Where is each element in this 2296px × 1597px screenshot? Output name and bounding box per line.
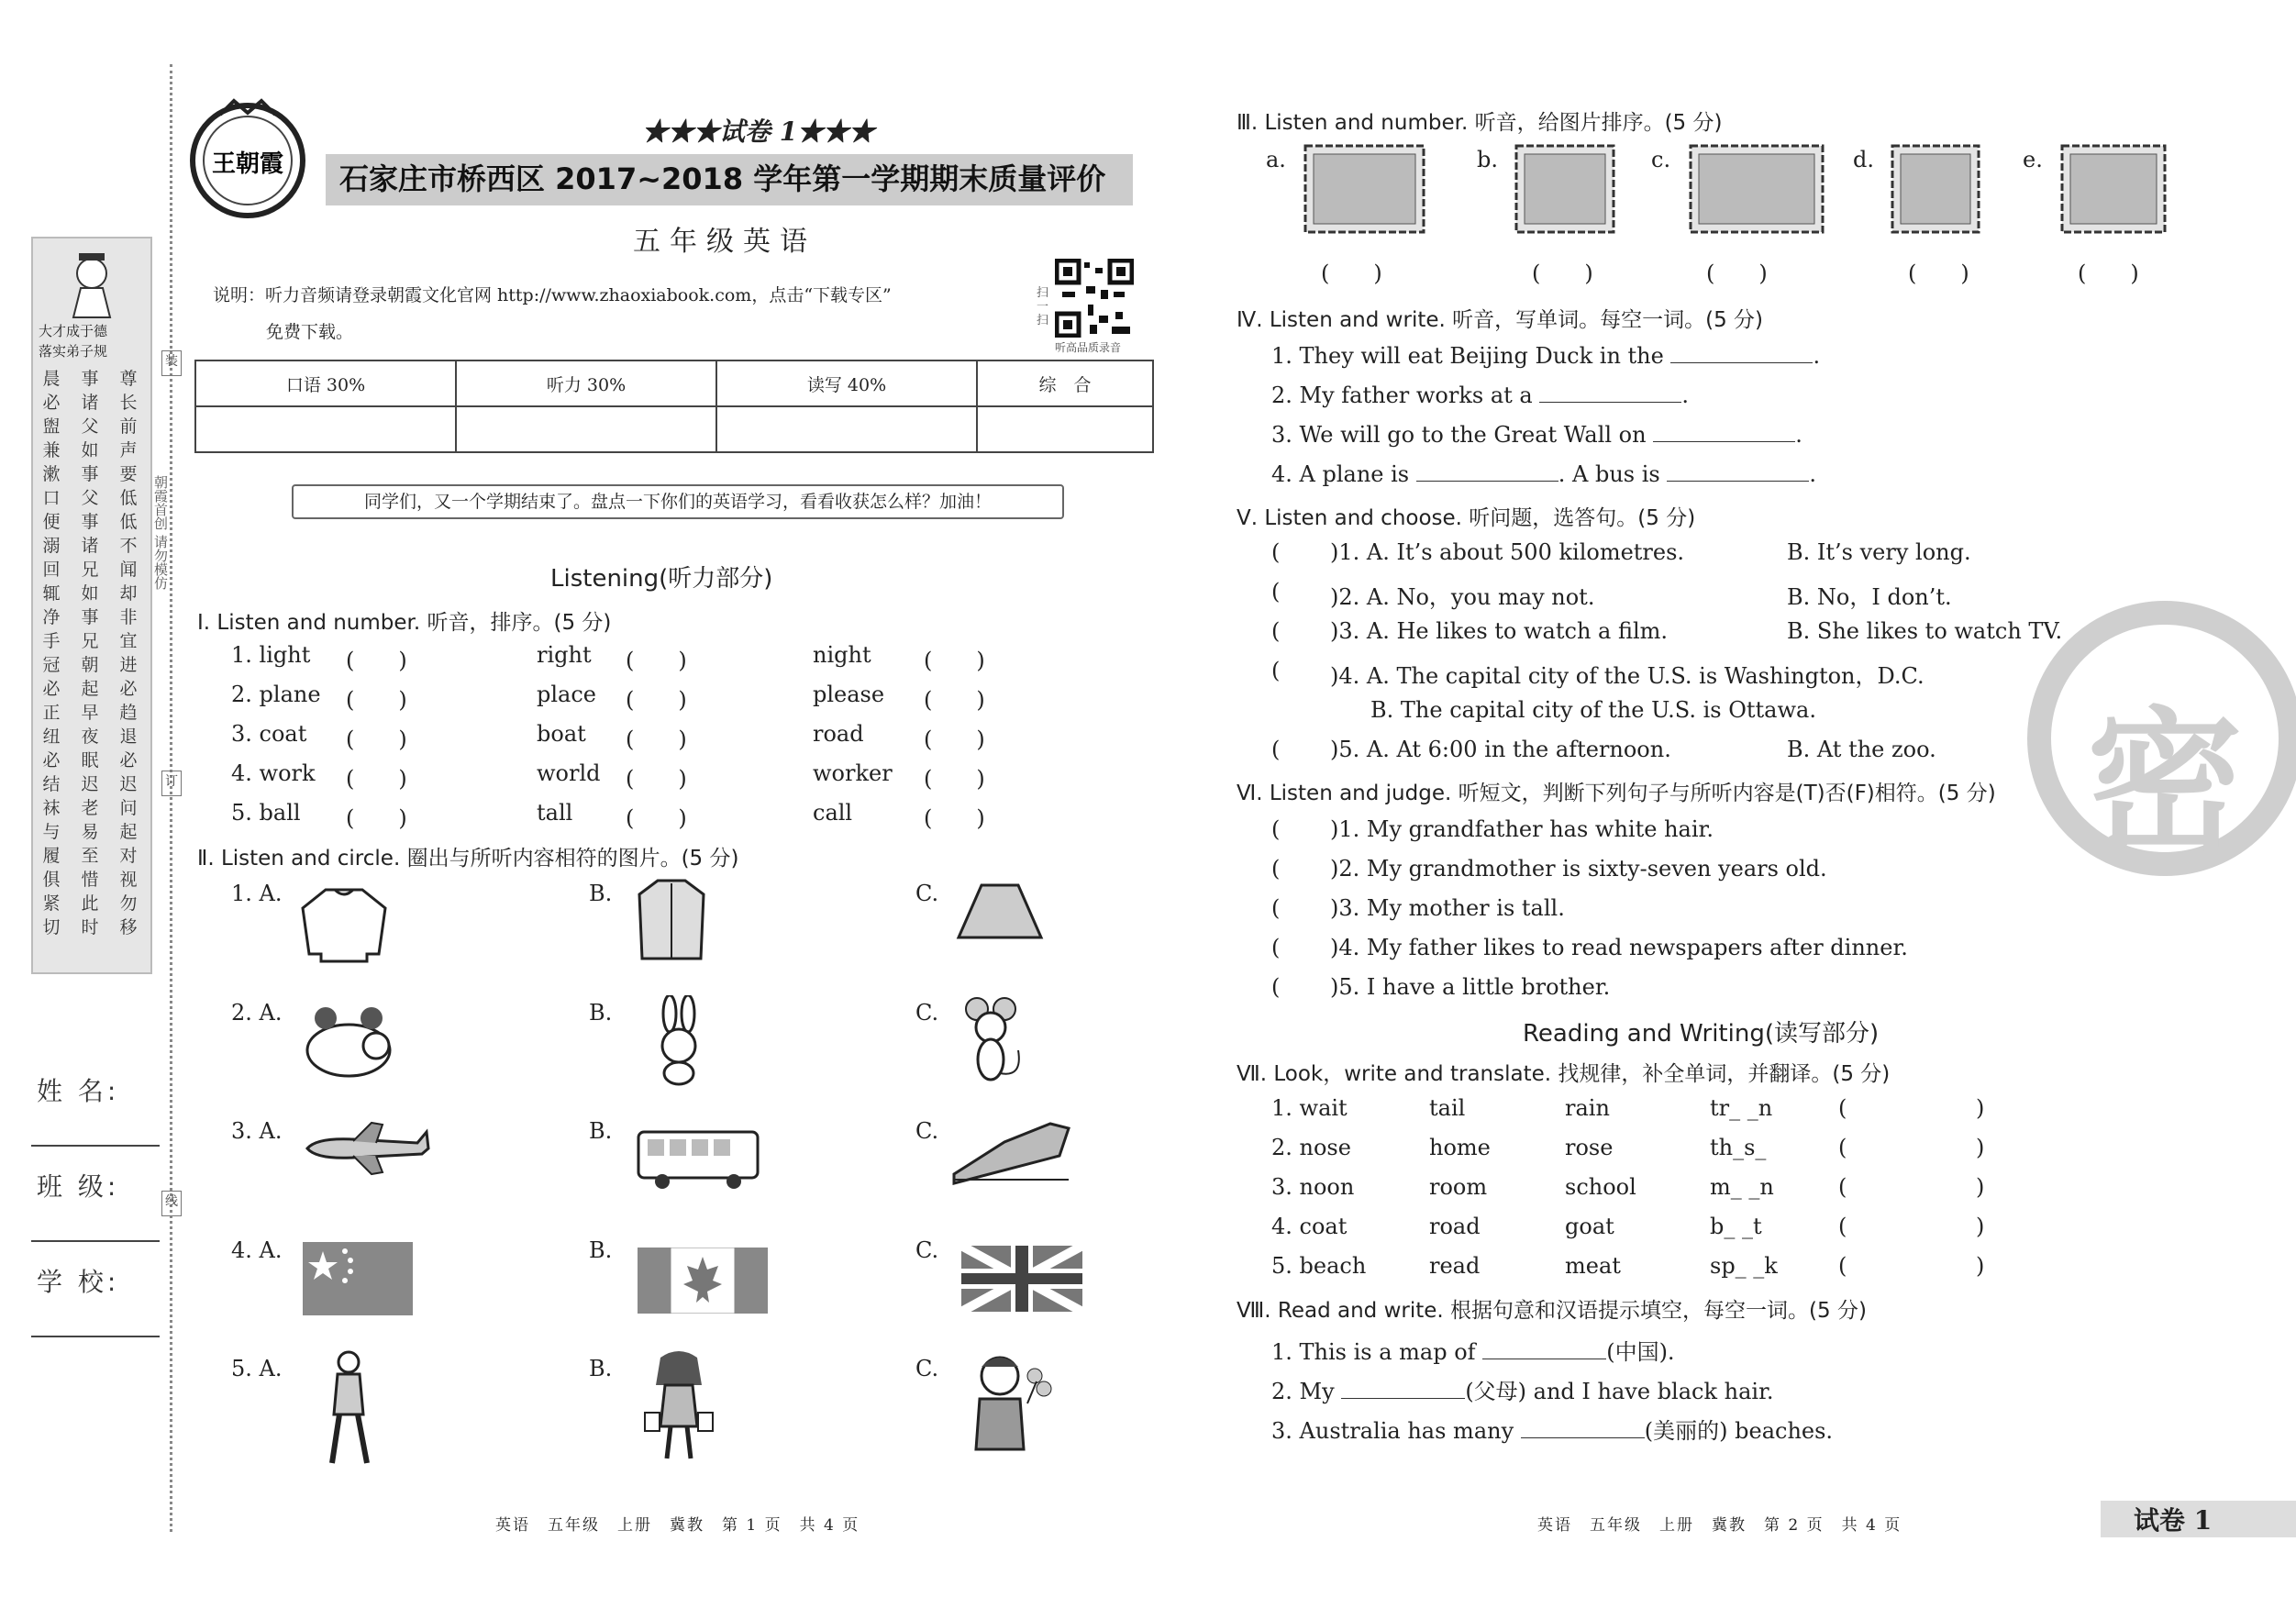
q3-picture-d[interactable]	[1890, 143, 1981, 235]
listening-section-title: Listening(听力部分)	[550, 565, 773, 593]
q8-s3b: (美丽的) beaches.	[1644, 1418, 1834, 1444]
canada-flag-icon[interactable]	[638, 1248, 768, 1314]
q3-picture-b[interactable]	[1514, 143, 1616, 235]
q3-label: e.	[2023, 147, 2043, 172]
q1-word: 1. light	[231, 642, 311, 668]
q6-open-paren[interactable]: (	[1271, 856, 1281, 882]
q6-statement: )1. My grandfather has white hair.	[1330, 816, 1714, 842]
q6-statement: )5. I have a little brother.	[1330, 974, 1611, 1000]
q5-option-a: )1. A. It’s about 500 kilometres.	[1330, 539, 1685, 565]
q2-row4-b: B.	[589, 1237, 613, 1263]
q1-answer-paren[interactable]: ( )	[346, 687, 407, 713]
q2-row1-c: C.	[915, 881, 939, 906]
q8-item-1	[1271, 1334, 1675, 1366]
q1-answer-paren[interactable]: ( )	[626, 648, 687, 673]
q1-word: 3. coat	[231, 721, 307, 747]
score-cell-listening[interactable]	[456, 406, 716, 452]
motto-title-1: 大才成于德	[39, 323, 108, 339]
q6-open-paren[interactable]: (	[1271, 974, 1281, 1000]
q2-row5-b: B.	[589, 1356, 613, 1381]
q7-open-paren: (	[1838, 1095, 1847, 1121]
q1-answer-paren[interactable]: ( )	[626, 766, 687, 792]
q2-row1-b: B.	[589, 881, 613, 906]
q5-list	[1271, 539, 2097, 769]
q4-item-2	[1271, 383, 1689, 408]
q6-statement: )3. My mother is tall.	[1330, 895, 1565, 921]
q5-open-paren[interactable]: (	[1271, 539, 1281, 565]
q7-word: 3. noon	[1271, 1174, 1355, 1200]
boy-with-flowers-icon[interactable]	[963, 1348, 1055, 1454]
q4-blank-4b[interactable]	[1667, 481, 1809, 482]
q5-open-paren[interactable]: (	[1271, 658, 1281, 683]
q4-s1: 1. They will eat Beijing Duck in the	[1271, 343, 1664, 369]
q8-s1b: (中国).	[1606, 1339, 1675, 1365]
q2-row5-c: C.	[915, 1356, 939, 1381]
side-mark-1: 装	[161, 350, 182, 376]
q4-item-3	[1271, 422, 1802, 448]
q1-answer-paren[interactable]: ( )	[346, 726, 407, 752]
q5-option-b: B. The capital city of the U.S. is Ottawa.	[1370, 697, 1816, 723]
q3-answer-paren[interactable]: ( )	[2078, 261, 2139, 286]
score-table	[194, 360, 1154, 453]
q1-answer-paren[interactable]: ( )	[924, 805, 985, 831]
q1-answer-paren[interactable]: ( )	[626, 726, 687, 752]
q3-picture-c[interactable]	[1688, 143, 1825, 235]
q3-label: c.	[1651, 147, 1671, 172]
reading-section-title: Reading and Writing(读写部分)	[1523, 1020, 1880, 1048]
q7-close-paren: )	[1976, 1095, 1985, 1121]
train-icon[interactable]	[949, 1119, 1073, 1185]
q8-s2a: 2. My	[1271, 1379, 1335, 1404]
q1-word: call	[813, 800, 853, 826]
q6-statement: )4. My father likes to read newspapers after dinner.	[1330, 935, 1908, 960]
qr-code-icon[interactable]	[1055, 259, 1134, 338]
q2-heading: Ⅱ. Listen and circle. 圈出与所听内容相符的图片。(5 分)	[197, 847, 739, 871]
download-note	[213, 277, 1020, 350]
q3-pictures	[1266, 138, 2183, 294]
q8-item-3	[1271, 1413, 1833, 1445]
q1-word: world	[537, 760, 601, 786]
q1-heading: Ⅰ. Listen and number. 听音，排序。(5 分)	[197, 611, 612, 635]
q1-word: 4. work	[231, 760, 316, 786]
side-mark-2: 订	[161, 771, 182, 796]
q1-word: boat	[537, 721, 586, 747]
score-cell-oral[interactable]	[195, 406, 456, 452]
q8-s1a: 1. This is a map of	[1271, 1339, 1476, 1365]
q7-word: 4. coat	[1271, 1214, 1348, 1239]
footer-left: 英语 五年级 上册 冀教 第 1 页 共 4 页	[495, 1516, 860, 1535]
q5-option-a: )5. A. At 6:00 in the afternoon.	[1330, 737, 1671, 762]
q1-word: place	[537, 682, 596, 707]
rabbit-icon[interactable]	[647, 995, 711, 1087]
q7-word: goat	[1565, 1214, 1614, 1239]
q7-word: read	[1429, 1253, 1481, 1279]
subject-title: 五年级英语	[633, 226, 816, 258]
q2-row3-b: B.	[589, 1118, 613, 1144]
motto-column-2: 事诸父 如事父 事诸兄 如事兄 朝起早 夜眠迟 老易至 惜此时	[81, 369, 99, 937]
class-field[interactable]	[31, 1240, 160, 1242]
q2-row3-a: 3. A.	[231, 1118, 283, 1144]
q8-item-2	[1271, 1373, 1774, 1405]
q7-close-paren: )	[1976, 1214, 1985, 1239]
mouse-icon[interactable]	[959, 995, 1032, 1087]
footer-right: 英语 五年级 上册 冀教 第 2 页 共 4 页	[1537, 1516, 1902, 1535]
q4-dot: .	[1681, 383, 1690, 408]
motto-title-2: 落实弟子规	[39, 343, 108, 360]
uk-flag-icon[interactable]	[961, 1246, 1082, 1312]
q7-word: rain	[1565, 1095, 1610, 1121]
q8-s3a: 3. Australia has many	[1271, 1418, 1514, 1444]
q4-dot: .	[1795, 422, 1802, 448]
publisher-logo	[183, 96, 312, 225]
q3-label: b.	[1477, 147, 1498, 172]
q2-row2-c: C.	[915, 1000, 939, 1026]
shirt-icon[interactable]	[635, 876, 708, 963]
q1-answer-paren[interactable]: ( )	[924, 726, 985, 752]
q1-answer-paren[interactable]: ( )	[924, 687, 985, 713]
q3-answer-paren[interactable]: ( )	[1706, 261, 1768, 286]
q2-row2-b: B.	[589, 1000, 613, 1026]
q7-word: tail	[1429, 1095, 1466, 1121]
q5-option-b: B. She likes to watch TV.	[1787, 618, 2063, 644]
q1-answer-paren[interactable]: ( )	[346, 805, 407, 831]
q2-row4-c: C.	[915, 1237, 939, 1263]
motto-column-1: 晨必盥 兼漱口 便溺回 辄净手 冠必正 纽必结 袜与履 俱紧切	[42, 369, 61, 937]
q4-s4b: . A bus is	[1558, 461, 1660, 487]
q7-word: room	[1429, 1174, 1488, 1200]
q7-close-paren: )	[1976, 1174, 1985, 1200]
score-cell-total[interactable]	[977, 406, 1153, 452]
q8-blank-3[interactable]	[1521, 1437, 1645, 1438]
q5-option-b: B. It’s very long.	[1787, 539, 1971, 565]
q7-close-paren: )	[1976, 1253, 1985, 1279]
q7-word: 2. nose	[1271, 1135, 1351, 1160]
q5-open-paren[interactable]: (	[1271, 737, 1281, 762]
q6-statement: )2. My grandmother is sixty-seven years old.	[1330, 856, 1827, 882]
q7-close-paren: )	[1976, 1135, 1985, 1160]
q2-row3-c: C.	[915, 1118, 939, 1144]
q7-open-paren: (	[1838, 1135, 1847, 1160]
side-text: 朝霞首创 请勿模仿	[152, 475, 169, 590]
bus-icon[interactable]	[635, 1128, 763, 1191]
scholar-figure-icon	[55, 246, 128, 319]
q8-blank-2[interactable]	[1341, 1398, 1465, 1399]
q7-blank-word[interactable]: th_s_	[1710, 1135, 1767, 1160]
q4-blank-1[interactable]	[1670, 362, 1813, 363]
q3-answer-paren[interactable]: ( )	[1532, 261, 1593, 286]
q7-word: home	[1429, 1135, 1491, 1160]
q4-blank-2[interactable]	[1539, 402, 1681, 403]
score-header-total: 综 合	[977, 360, 1153, 406]
confidential-stamp	[2027, 601, 2296, 876]
page-title: 石家庄市桥西区 2017~2018 学年第一学期期末质量评价	[339, 161, 1106, 196]
q1-word: night	[813, 642, 871, 668]
logo-text: 王朝霞	[211, 150, 284, 178]
q7-word: road	[1429, 1214, 1481, 1239]
q3-picture-a[interactable]	[1303, 143, 1426, 235]
shopping-girl-icon[interactable]	[638, 1348, 720, 1463]
q6-heading: Ⅵ. Listen and judge. 听短文，判断下列句子与所听内容是(T)否(F)相符。(5 分)	[1237, 782, 1996, 805]
q7-word: 1. wait	[1271, 1095, 1348, 1121]
sweater-icon[interactable]	[298, 881, 390, 963]
q3-heading: Ⅲ. Listen and number. 听音，给图片排序。(5 分)	[1237, 111, 1723, 135]
q5-open-paren[interactable]: (	[1271, 579, 1281, 604]
q2-row5-a: 5. A.	[231, 1356, 283, 1381]
stamp-text: 密	[2086, 693, 2243, 875]
q1-answer-paren[interactable]: ( )	[924, 766, 985, 792]
q2-row2-a: 2. A.	[231, 1000, 283, 1026]
q3-label: d.	[1853, 147, 1874, 172]
motto-box	[31, 237, 152, 974]
qr-caption-scan: 扫一扫	[1037, 286, 1049, 327]
motto-column-3: 尊长前 声要低 低不闻 却非宜 进必趋 退必迟 问起对 视勿移	[119, 369, 138, 937]
q7-blank-word[interactable]: m_ _n	[1710, 1174, 1774, 1200]
china-flag-icon[interactable]	[303, 1242, 413, 1315]
q5-heading: Ⅴ. Listen and choose. 听问题，选答句。(5 分)	[1237, 506, 1696, 530]
q2-row1-a: 1. A.	[231, 881, 283, 906]
name-field[interactable]	[31, 1145, 160, 1147]
q7-table	[1271, 1095, 2097, 1297]
q4-blank-3[interactable]	[1653, 441, 1795, 442]
q7-word: meat	[1565, 1253, 1621, 1279]
q6-open-paren[interactable]: (	[1271, 816, 1281, 842]
q7-word: school	[1565, 1174, 1636, 1200]
q5-option-b: B. No，I don’t.	[1787, 584, 1952, 610]
walking-man-icon[interactable]	[321, 1348, 376, 1468]
q6-list	[1271, 816, 2097, 1018]
q4-dot: .	[1813, 343, 1821, 369]
q1-answer-paren[interactable]: ( )	[346, 766, 407, 792]
left-binding-strip	[0, 0, 178, 1597]
q7-word: 5. beach	[1271, 1253, 1367, 1279]
q4-blank-4a[interactable]	[1416, 481, 1558, 482]
slogan-box: 同学们，又一个学期结束了。盘点一下你们的英语学习，看看收获怎么样？加油！	[292, 484, 1064, 519]
note-line-2: 免费下载。	[266, 322, 354, 342]
q3-label: a.	[1266, 147, 1286, 172]
q1-word: tall	[537, 800, 573, 826]
q1-word: right	[537, 642, 592, 668]
sheep-icon[interactable]	[298, 1000, 399, 1082]
q8-heading: Ⅷ. Read and write. 根据句意和汉语提示填空，每空一词。(5 分)	[1237, 1299, 1867, 1323]
q3-answer-paren[interactable]: ( )	[1321, 261, 1382, 286]
q4-dot: .	[1809, 461, 1817, 487]
q4-item-4	[1271, 461, 1816, 487]
corner-tag: 试卷 1	[2134, 1505, 2213, 1536]
q4-s4a: 4. A plane is	[1271, 461, 1410, 487]
q4-s3: 3. We will go to the Great Wall on	[1271, 422, 1647, 448]
q7-blank-word[interactable]: sp_ _k	[1710, 1253, 1778, 1279]
q7-blank-word[interactable]: b_ _t	[1710, 1214, 1762, 1239]
q1-word: worker	[813, 760, 893, 786]
q1-answer-paren[interactable]: ( )	[924, 648, 985, 673]
q1-table	[231, 642, 1057, 844]
q5-option-a: )2. A. No，you may not.	[1330, 584, 1595, 610]
q4-heading: Ⅳ. Listen and write. 听音，写单词。每空一词。(5 分)	[1237, 308, 1764, 332]
q7-open-paren: (	[1838, 1214, 1847, 1239]
q7-heading: Ⅶ. Look，write and translate. 找规律，补全单词，并翻译。(5 分)	[1237, 1062, 1891, 1086]
q8-s2b: (父母) and I have black hair.	[1465, 1379, 1774, 1404]
q1-answer-paren[interactable]: ( )	[626, 687, 687, 713]
q1-word: 2. plane	[231, 682, 321, 707]
score-header-listening: 听力 30%	[456, 360, 716, 406]
score-header-oral: 口语 30%	[195, 360, 456, 406]
q5-option-a: )3. A. He likes to watch a film.	[1330, 618, 1669, 644]
q1-answer-paren[interactable]: ( )	[626, 805, 687, 831]
q4-s2: 2. My father works at a	[1271, 383, 1533, 408]
q6-open-paren[interactable]: (	[1271, 895, 1281, 921]
class-label: 班 级:	[37, 1171, 120, 1202]
score-header-reading: 读写 40%	[716, 360, 977, 406]
q5-option-a: )4. A. The capital city of the U.S. is Washington，D.C.	[1330, 663, 1924, 689]
note-line-1: 说明：听力音频请登录朝霞文化官网 http://www.zhaoxiabook.com，点击“下载专区”	[213, 285, 892, 305]
qr-caption-below: 听高品质录音	[1055, 341, 1122, 354]
side-mark-3: 线	[161, 1191, 182, 1216]
q1-word: road	[813, 721, 864, 747]
school-field[interactable]	[31, 1336, 160, 1337]
score-cell-reading[interactable]	[716, 406, 977, 452]
name-label: 姓 名:	[37, 1076, 120, 1106]
q6-open-paren[interactable]: (	[1271, 935, 1281, 960]
cut-line	[170, 64, 172, 1532]
q7-blank-word[interactable]: tr_ _n	[1710, 1095, 1773, 1121]
q7-word: rose	[1565, 1135, 1614, 1160]
q3-picture-e[interactable]	[2059, 143, 2168, 235]
q2-row4-a: 4. A.	[231, 1237, 283, 1263]
q7-open-paren: (	[1838, 1253, 1847, 1279]
school-label: 学 校:	[37, 1267, 120, 1297]
skirt-icon[interactable]	[954, 881, 1046, 945]
airplane-icon[interactable]	[298, 1121, 431, 1176]
q7-open-paren: (	[1838, 1174, 1847, 1200]
q1-answer-paren[interactable]: ( )	[346, 648, 407, 673]
q1-word: 5. ball	[231, 800, 301, 826]
q1-word: please	[813, 682, 885, 707]
q4-item-1	[1271, 343, 1820, 369]
q3-answer-paren[interactable]: ( )	[1908, 261, 1969, 286]
q5-open-paren[interactable]: (	[1271, 618, 1281, 644]
paper-tag: ★★★试卷 1★★★	[642, 116, 875, 147]
q5-option-b: B. At the zoo.	[1787, 737, 1936, 762]
